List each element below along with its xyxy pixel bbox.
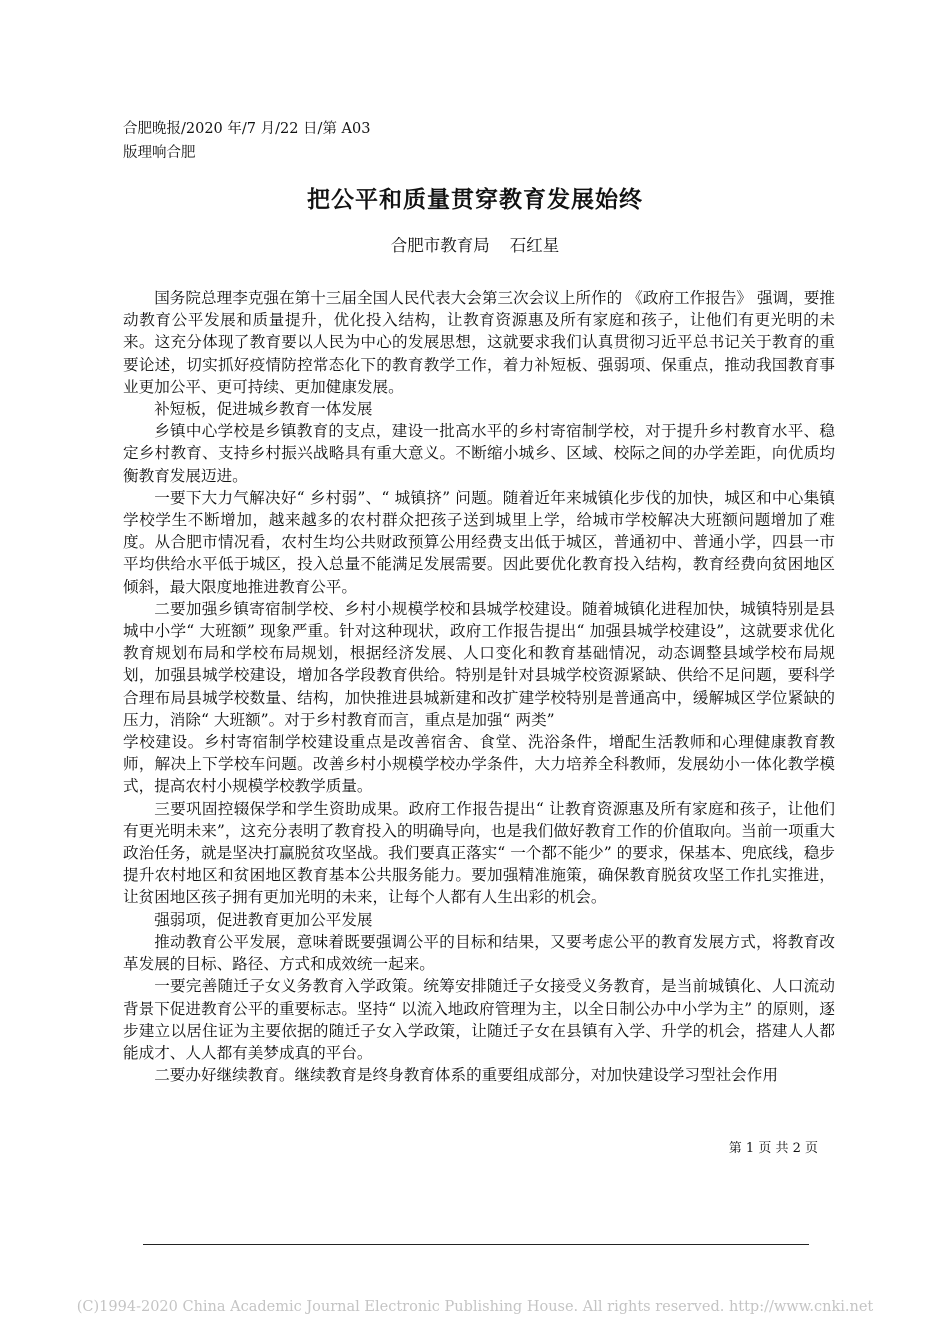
section-heading: 补短板，促进城乡教育一体发展: [154, 400, 373, 419]
paragraph: 推动教育公平发展，意味着既要强调公平的目标和结果，又要考虑公平的教育发展方式，将教育改革发展的目标、路径、方式和成效统一起来。: [123, 932, 835, 974]
paragraph: 一要完善随迁子女义务教育入学政策。统筹安排随迁子女接受义务教育，是当前城镇化、人口流动背景下促进教育公平的重要标志。坚持“ 以流入地政府管理为主，以全日制公办中小学为主” 的原则，逐步建立以居住证为主要依据的随迁子女入学政策，让随迁子女在县镇有入学、升学的机会，搭建人人都能成才、人人都有美梦成真的平台。: [123, 977, 835, 1062]
paragraph: 国务院总理李克强在第十三届全国人民代表大会第三次会议上所作的 《政府工作报告》 强调，要推动教育公平发展和质量提升，优化投入结构，让教育资源惠及所有家庭和孩子，让他们有更光明的未来。这充分体现了教育要以人民为中心的发展思想，这就要求我们认真贯彻习近平总书记关于教育的重要论述，切实抓好疫情防控常态化下的教育教学工作，着力补短板、强弱项、保重点，推动我国教育事业更加公平、更可持续、更加健康发展。: [123, 289, 835, 396]
author-name: 石红星: [509, 236, 560, 255]
source-line: 合肥晚报/2020 年/7 月/22 日/第 A03: [123, 121, 371, 137]
page-indicator: 第 1 页 共 2 页: [728, 1141, 818, 1156]
article-body: [123, 287, 835, 1086]
author-organization: 合肥市教育局: [390, 236, 490, 255]
paragraph: 三要巩固控辍保学和学生资助成果。政府工作报告提出“ 让教育资源惠及所有家庭和孩子，让他们有更光明未来”，这充分表明了教育投入的明确导向，也是我们做好教育工作的价值取向。当前一项重大政治任务，就是坚决打赢脱贫攻坚战。我们要真正落实“ 一个都不能少” 的要求，保基本、兜底线，稳步提升农村地区和贫困地区教育基本公共服务能力。要加强精准施策，确保教育脱贫攻坚工作扎实推进，让贫困地区孩子拥有更加光明的未来，让每个人都有人生出彩的机会。: [123, 799, 835, 907]
section-name: 版理响合肥: [123, 145, 196, 161]
paragraph: 二要加强乡镇寄宿制学校、乡村小规模学校和县城学校建设。随着城镇化进程加快，城镇特别是县城中小学“ 大班额” 现象严重。针对这种现状，政府工作报告提出“ 加强县城学校建设”，这就要求优化教育规划布局和学校布局规划，根据经济发展、人口变化和教育基础情况，动态调整县域学校布局规划，加强县城学校建设，增加各学段教育供给。特别是针对县城学校资源紧缺、供给不足问题，要科学合理布局县城学校数量、结构，加快推进县城新建和改扩建学校特别是普通高中，缓解城区学位紧缺的压力，消除“ 大班额”。对于乡村教育而言，重点是加强“ 两类”: [123, 599, 835, 729]
paragraph: 一要下大力气解决好“ 乡村弱”、“ 城镇挤” 问题。随着近年来城镇化步伐的加快，城区和中心集镇学校学生不断增加，越来越多的农村群众把孩子送到城里上学，给城市学校解决大班额问题增加了难度。从合肥市情况看，农村生均公共财政预算公用经费支出低于城区，普通初中、普通小学，四县一市平均供给水平低于城区，投入总量不能满足发展需要。因此要优化教育投入结构，教育经费向贫困地区倾斜，最大限度地推进教育公平。: [123, 488, 835, 596]
article-title: 把公平和质量贯穿教育发展始终: [307, 186, 643, 213]
source-header: [123, 117, 370, 165]
byline: [0, 233, 950, 259]
copyright-notice: (C)1994-2020 China Academic Journal Electronic Publishing House. All rights reserved. http://www.cnki.net: [76, 1299, 874, 1315]
paragraph: 乡镇中心学校是乡镇教育的支点，建设一批高水平的乡村寄宿制学校，对于提升乡村教育水平、稳定乡村教育、支持乡村振兴战略具有重大意义。不断缩小城乡、区域、校际之间的办学差距，向优质均衡教育发展迈进。: [123, 422, 835, 485]
footer-divider: [143, 1244, 809, 1245]
section-heading: 强弱项，促进教育更加公平发展: [154, 910, 373, 929]
paragraph: 二要办好继续教育。继续教育是终身教育体系的重要组成部分，对加快建设学习型社会作用: [154, 1066, 778, 1085]
paragraph: 学校建设。乡村寄宿制学校建设重点是改善宿舍、食堂、洗浴条件，增配生活教师和心理健康教育教师，解决上下学校车问题。改善乡村小规模学校办学条件，大力培养全科教师，发展幼小一体化教学模式，提高农村小规模学校教学质量。: [123, 733, 835, 796]
